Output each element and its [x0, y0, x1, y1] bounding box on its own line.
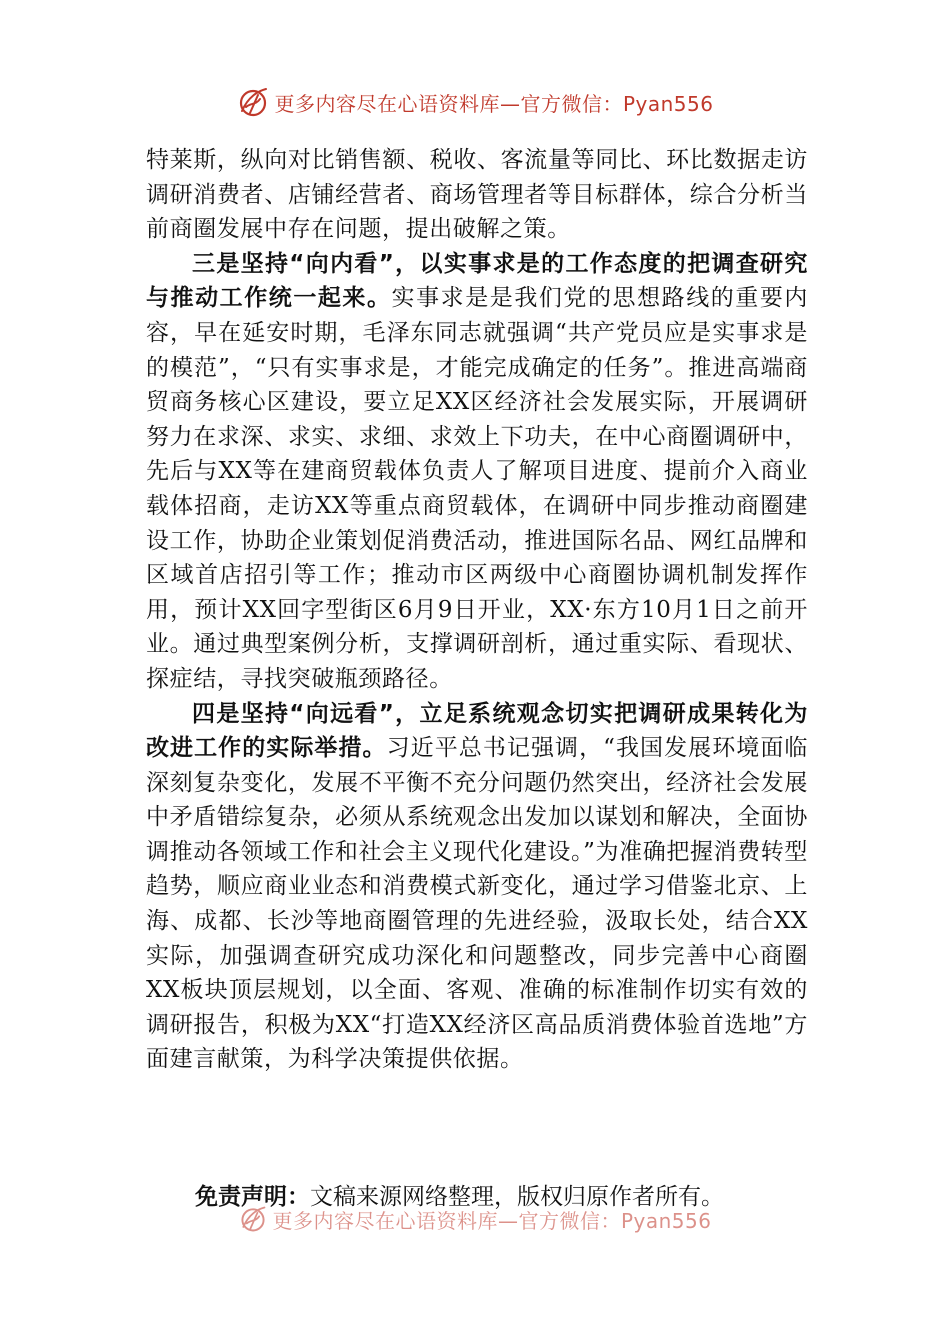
- header-banner: [0, 82, 950, 122]
- signature-logo-icon: [238, 1204, 268, 1234]
- disclaimer-text: 文稿来源网络整理，版权归原作者所有。: [310, 1184, 724, 1210]
- disclaimer-label: 免责声明：: [195, 1184, 310, 1210]
- paragraph-1: 特莱斯，纵向对比销售额、税收、客流量等同比、环比数据走访调研消费者、店铺经营者、商场管理者等目标群体，综合分析当前商圈发展中存在问题，提出破解之策。: [146, 147, 808, 243]
- header-banner-text: 更多内容尽在心语资料库—官方微信：Pyan556: [274, 91, 714, 116]
- paragraph-3-text: 习近平总书记强调，“我国发展环境面临深刻复杂变化，发展不平衡不充分问题仍然突出，经济社会发展中矛盾错综复杂，必须从系统观念出发加以谋划和解决，全面协调推动各领域工作和社会主义现代化建设。”为准确把握消费转型趋势，顺应商业业态和消费模式新变化，通过学习借鉴北京、上海、成都、长沙等地商圈管理的先进经验，汲取长处，结合XX实际，加强调查研究成功深化和问题整改，同步完善中心商圈XX板块顶层规划，以全面、客观、准确的标准制作切实有效的调研报告，积极为XX“打造XX经济区高品质消费体验首选地”方面建言献策，为科学决策提供依据。: [146, 735, 808, 1073]
- footer-banner-text: 更多内容尽在心语资料库—官方微信：Pyan556: [272, 1208, 712, 1233]
- footer-banner: [0, 1202, 950, 1236]
- document-body: [146, 143, 808, 1077]
- paragraph-3-heading: 四是坚持“向远看”，立足系统观念切实把调研成果转化为改进工作的实际举措。: [146, 700, 808, 762]
- signature-logo-icon: [236, 85, 270, 119]
- paragraph-3: [146, 697, 808, 1078]
- paragraph-2-heading: 三是坚持“向内看”，以实事求是的工作态度的把调查研究与推动工作统一起来。: [146, 250, 808, 312]
- paragraph-2: [146, 247, 808, 697]
- paragraph-2-text: 实事求是是我们党的思想路线的重要内容，早在延安时期，毛泽东同志就强调“共产党员应是实事求是的模范”，“只有实事求是，才能完成确定的任务”。推进高端商贸商务核心区建设，要立足XX区经济社会发展实际，开展调研努力在求深、求实、求细、求效上下功夫，在中心商圈调研中，先后与XX等在建商贸载体负责人了解项目进度、提前介入商业载体招商，走访XX等重点商贸载体，在调研中同步推动商圈建设工作，协助企业策划促消费活动，推进国际名品、网红品牌和区域首店招引等工作；推动市区两级中心商圈协调机制发挥作用，预计XX回字型街区6月9日开业，XX·东方10月1日之前开业。通过典型案例分析，支撑调研剖析，通过重实际、看现状、探症结，寻找突破瓶颈路径。: [146, 285, 809, 692]
